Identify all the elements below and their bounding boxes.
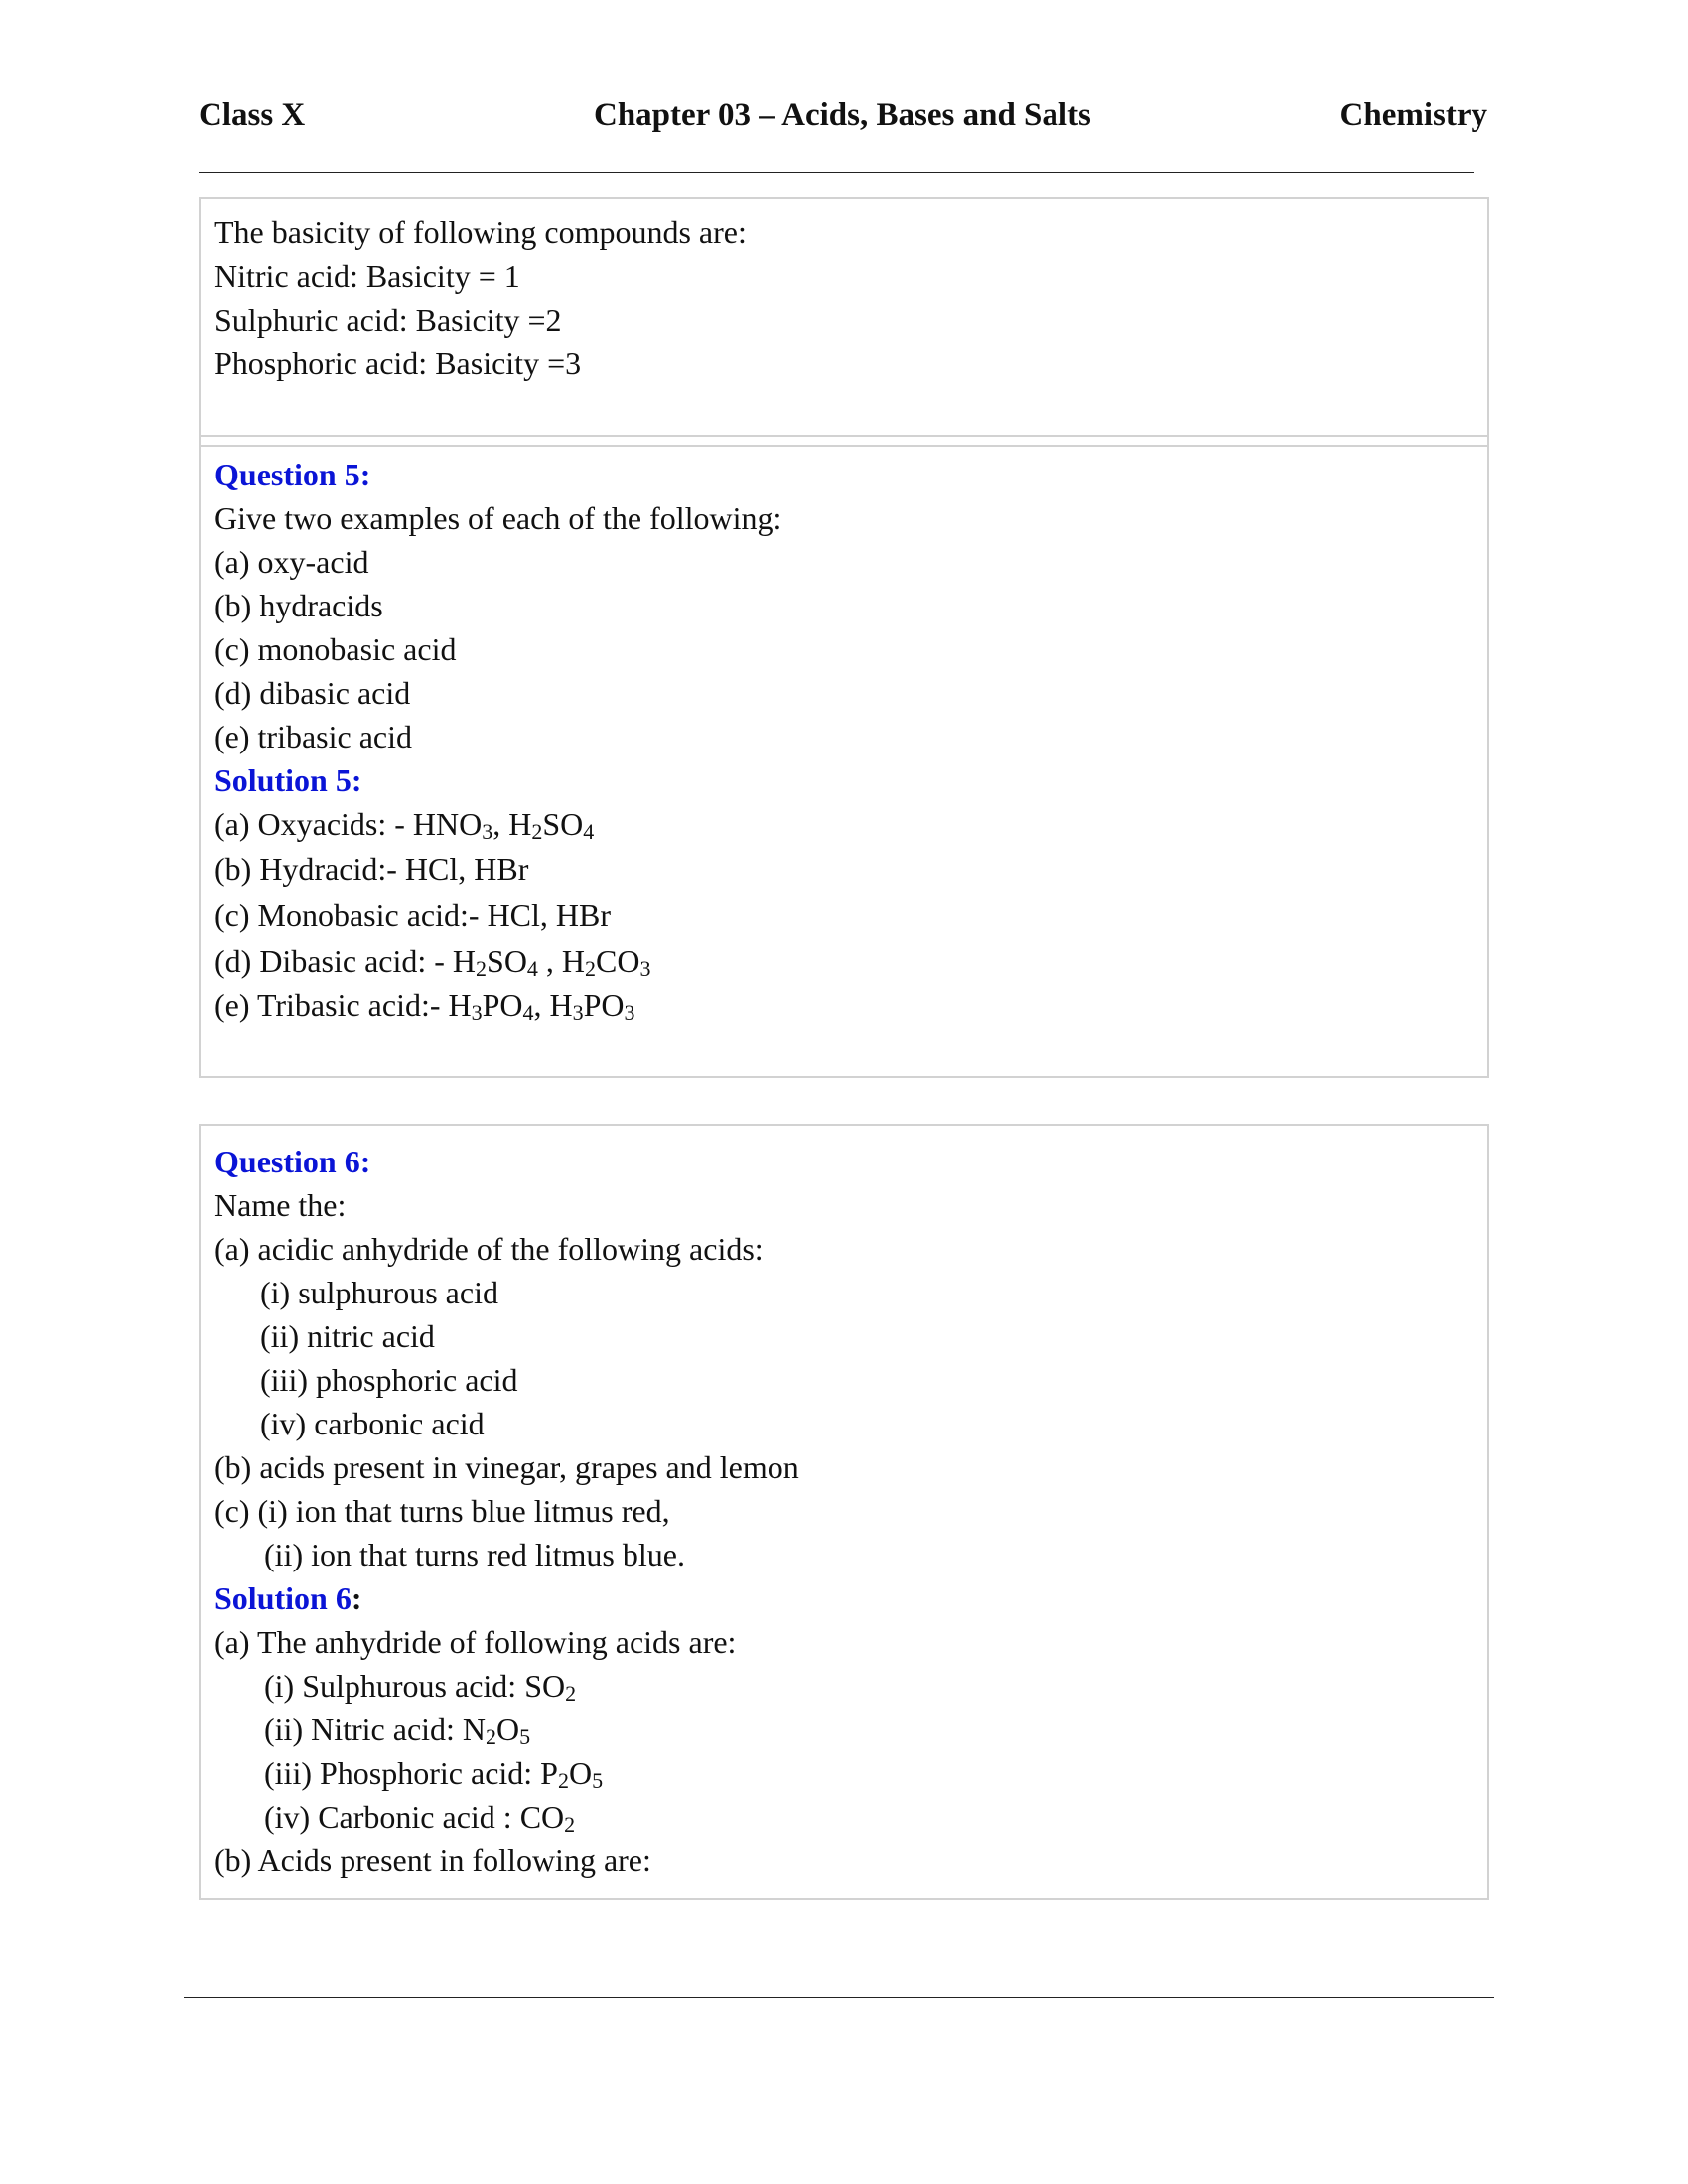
- solution-6-heading: Solution 6:: [214, 1580, 362, 1616]
- basicity-line-phosphoric: Phosphoric acid: Basicity =3: [214, 345, 582, 381]
- question-6-part-a-ii: (ii) nitric acid: [260, 1318, 435, 1354]
- solution-6-a-i: (i) Sulphurous acid: $SO_2$: [264, 1668, 577, 1706]
- solution-5-a: (a) Oxyacids: - $HNO_3$, $H_2SO_4$: [214, 806, 595, 844]
- header-rule: [199, 172, 1474, 173]
- basicity-line-sulphuric: Sulphuric acid: Basicity =2: [214, 302, 562, 338]
- header-subject: Chemistry: [1339, 97, 1487, 133]
- solution-6-a-iv: (iv) Carbonic acid : $CO_2$: [264, 1799, 576, 1837]
- page-header: [199, 97, 1487, 147]
- solution-5-e: (e) Tribasic acid:- $H_3PO_4$, $H_3PO_3$: [214, 987, 635, 1024]
- question-5-text: Give two examples of each of the following:: [214, 500, 782, 536]
- solution-6-label: Solution 6: [214, 1580, 352, 1616]
- question-5-part-e: (e) tribasic acid: [214, 719, 412, 754]
- basicity-box: [199, 197, 1489, 447]
- question-6-part-a-iii: (iii) phosphoric acid: [260, 1362, 518, 1398]
- question-6-name-the: Name the:: [214, 1187, 347, 1223]
- header-chapter: Chapter 03 – Acids, Bases and Salts: [594, 97, 1091, 133]
- question-6-part-a-iv: (iv) carbonic acid: [260, 1406, 485, 1441]
- solution-5-b: (b) Hydracid:- HCl, HBr: [214, 851, 529, 887]
- header-class: Class X: [199, 97, 306, 133]
- question-6-part-b: (b) acids present in vinegar, grapes and lemon: [214, 1449, 799, 1485]
- footer-rule: [184, 1997, 1494, 1998]
- question-5-box: [199, 435, 1489, 1078]
- solution-6-b: (b) Acids present in following are:: [214, 1843, 651, 1878]
- question-6-label: Question 6:: [214, 1144, 371, 1179]
- question-6-part-a-i: (i) sulphurous acid: [260, 1275, 498, 1310]
- question-5-part-d: (d) dibasic acid: [214, 675, 411, 711]
- solution-6-a-iii: (iii) Phosphoric acid: $P_2O_5$: [264, 1755, 604, 1793]
- solution-5-label: Solution 5:: [214, 762, 362, 798]
- question-5-part-c: (c) monobasic acid: [214, 631, 457, 667]
- solution-5-d: (d) Dibasic acid: - $H_2SO_4$ , $H_2CO_3$: [214, 943, 651, 981]
- solution-5-c: (c) Monobasic acid:- HCl, HBr: [214, 897, 612, 933]
- basicity-intro: The basicity of following compounds are:: [214, 214, 747, 250]
- question-6-part-a: (a) acidic anhydride of the following acids:: [214, 1231, 764, 1267]
- question-5-part-b: (b) hydracids: [214, 588, 383, 623]
- solution-6-a: (a) The anhydride of following acids are:: [214, 1624, 737, 1660]
- question-5-part-a: (a) oxy-acid: [214, 544, 369, 580]
- basicity-line-nitric: Nitric acid: Basicity = 1: [214, 258, 520, 294]
- question-6-box: [199, 1124, 1489, 1900]
- question-5-label: Question 5:: [214, 457, 371, 492]
- solution-6-a-ii: (ii) Nitric acid: $N_2O_5$: [264, 1711, 531, 1749]
- question-6-part-c-ii: (ii) ion that turns red litmus blue.: [264, 1537, 685, 1572]
- question-6-part-c: (c) (i) ion that turns blue litmus red,: [214, 1493, 670, 1529]
